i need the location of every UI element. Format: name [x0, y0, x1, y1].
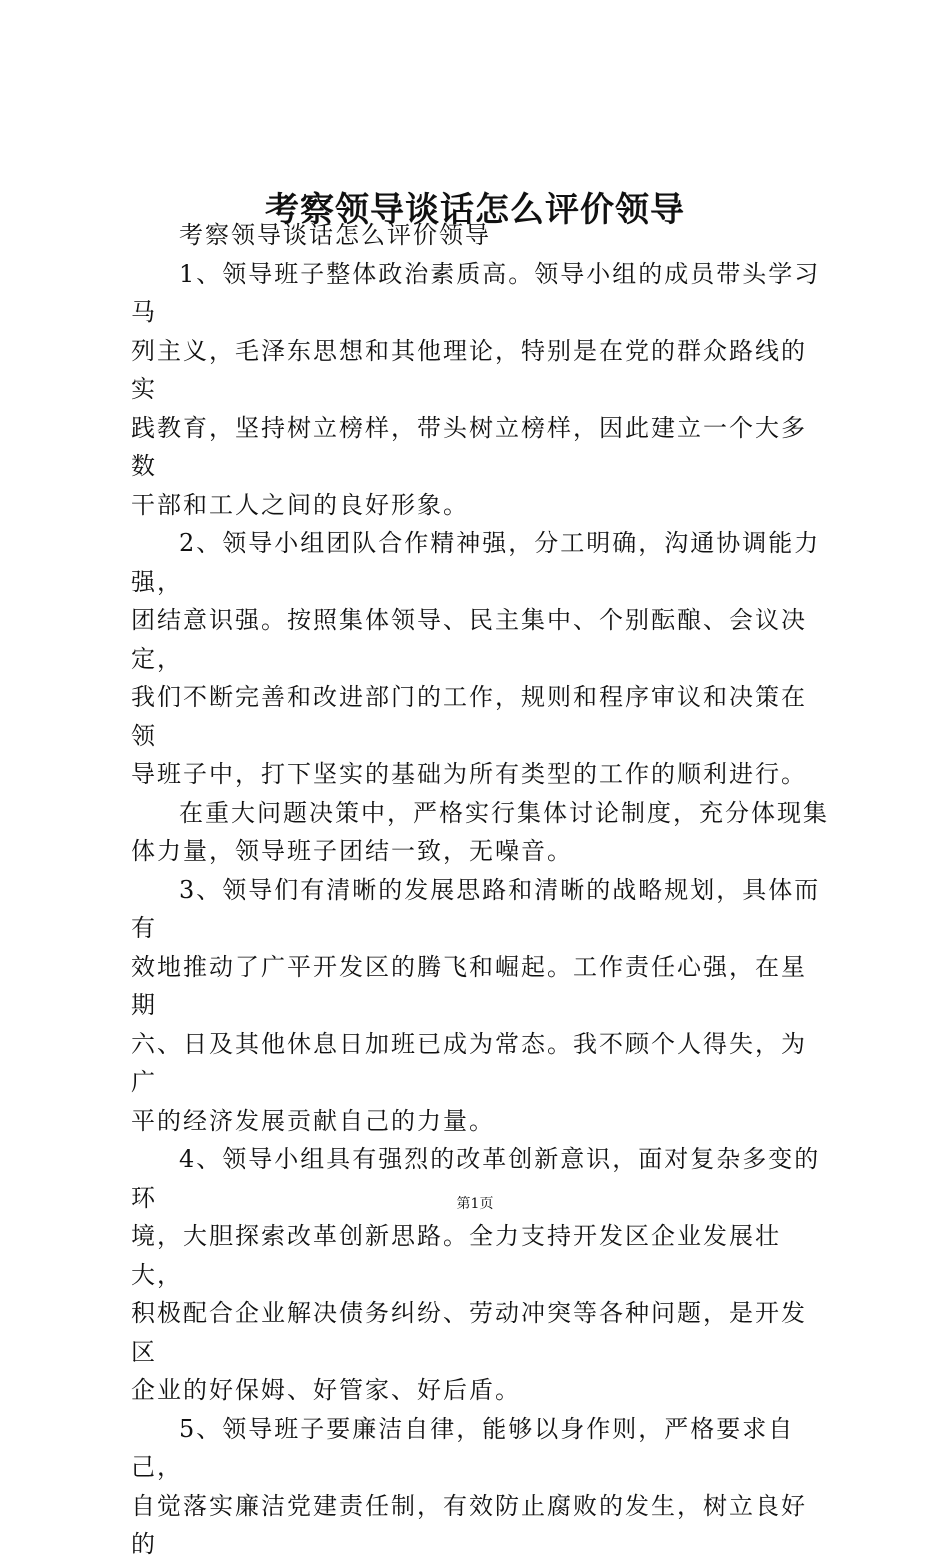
paragraph-1: 1、领导班子整体政治素质高。领导小组的成员带头学习马 列主义，毛泽东思想和其他理论，特别是在党的群众路线的实 践教育，坚持树立榜样，带头树立榜样，因此建立一个大多数 干部和工人之间的良好形象。 [131, 259, 821, 519]
document-title: 考察领导谈话怎么评价领导 [265, 190, 685, 230]
paragraph-3: 3、领导们有清晰的发展思路和清晰的战略规划，具体而有 效地推动了广平开发区的腾飞和崛起。工作责任心强，在星期 六、日及其他休息日加班已成为常态。我不顾个人得失，为广 平的经济发展贡献自己的力量。 [131, 875, 821, 1135]
paragraph-4: 4、领导小组具有强烈的改革创新意识，面对复杂多变的环 境，大胆探索改革创新思路。全力支持开发区企业发展壮大， 积极配合企业解决债务纠纷、劳动冲突等各种问题，是开发区 企业的好保姆、好管家、好后盾。 [131, 1145, 821, 1404]
document-body [131, 216, 831, 1564]
paragraph-subtitle: 考察领导谈话怎么评价领导 [179, 221, 491, 249]
paragraph-2-continued: 在重大问题决策中，严格实行集体讨论制度，充分体现集 体力量，领导班子团结一致，无噪音。 [131, 798, 829, 865]
page-number-footer: 第1页 [456, 1196, 494, 1212]
paragraph-5: 5、领导班子要廉洁自律，能够以身作则，严格要求自己， 自觉落实廉洁党建责任制，有效防止腐败的发生，树立良好的 [131, 1414, 807, 1558]
paragraph-2: 2、领导小组团队合作精神强，分工明确，沟通协调能力强， 团结意识强。按照集体领导、民主集中、个别酝酿、会议决定， 我们不断完善和改进部门的工作，规则和程序审议和决策在领 导班子中，打下坚实的基础为所有类型的工作的顺利进行。 [131, 529, 821, 788]
